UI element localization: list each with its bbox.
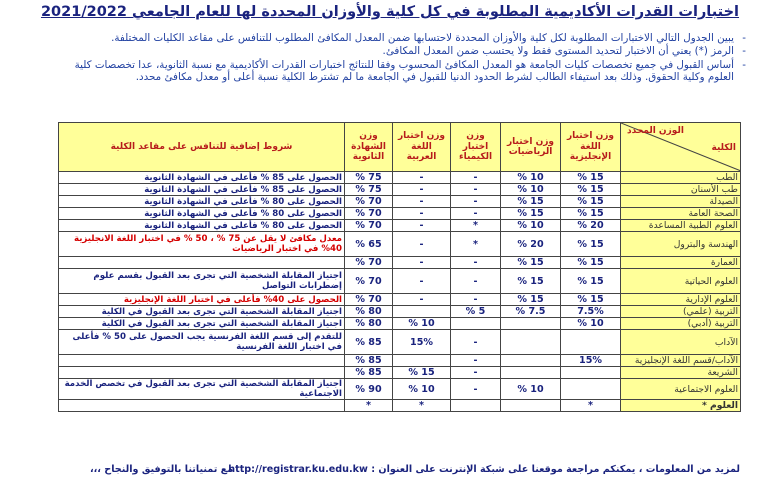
chem-weight: - xyxy=(451,196,501,208)
college-name: العلوم الإدارية xyxy=(621,294,741,306)
highschool-weight: 80 % xyxy=(345,306,393,318)
highschool-weight: 70 % xyxy=(345,220,393,232)
arabic-weight: * xyxy=(393,400,451,412)
table-row xyxy=(59,367,741,379)
note-text: أساس القبول في جميع تخصصات كليات الجامعة هو المعدل المكافئ المحسوب وفقا للنتائج اختبارات القدرات الأكاديمية مع نسبة الثانوية، عدا تخصصات كلية العلوم وكلية الحقوق. وذلك بعد استيفاء الطالب لشرط الحدود الدنيا للقبول في الجامعة ما لم تشترط الكلية نسبة أعلى أو معدل مكافئ محدد. xyxy=(74,58,734,84)
arabic-weight: 10 % xyxy=(393,318,451,330)
table-row xyxy=(59,257,741,269)
math-weight xyxy=(501,400,561,412)
table-row xyxy=(59,306,741,318)
bullet: - xyxy=(742,32,746,44)
math-weight: 10 % xyxy=(501,379,561,400)
english-weight: 15% xyxy=(561,355,621,367)
english-weight: 15 % xyxy=(561,184,621,196)
math-weight xyxy=(501,318,561,330)
college-name: الصحة العامة xyxy=(621,208,741,220)
college-name: الآداب/قسم اللغة الإنجليزية xyxy=(621,355,741,367)
conditions-text: الحصول على 80 % فأعلى في الشهادة الثانوية xyxy=(59,220,345,232)
highschool-weight: 70 % xyxy=(345,208,393,220)
math-weight: 15 % xyxy=(501,196,561,208)
highschool-weight: 90 % xyxy=(345,379,393,400)
english-weight: 15 % xyxy=(561,232,621,257)
math-weight: 15 % xyxy=(501,269,561,294)
conditions-text: اجتياز المقابلة الشخصية التي تجرى بعد القبول في تخصص الخدمة الاجتماعية xyxy=(59,379,345,400)
table-row xyxy=(59,330,741,355)
english-weight xyxy=(561,367,621,379)
header-conditions: شروط إضافية للتنافس على مقاعد الكلية xyxy=(59,123,345,172)
arabic-weight: - xyxy=(393,257,451,269)
footer-url-link[interactable]: http://registrar.ku.edu.kw xyxy=(228,464,368,475)
arabic-weight: 15% xyxy=(393,330,451,355)
chem-weight: - xyxy=(451,367,501,379)
conditions-text xyxy=(59,355,345,367)
highschool-weight: 80 % xyxy=(345,318,393,330)
college-name: الشريعة xyxy=(621,367,741,379)
math-weight: 10 % xyxy=(501,220,561,232)
arabic-weight: 15 % xyxy=(393,367,451,379)
header-math: وزن اختبار الرياضيات xyxy=(501,123,561,172)
college-name: العلوم الطبية المساعدة xyxy=(621,220,741,232)
chem-weight: - xyxy=(451,184,501,196)
highschool-weight: 75 % xyxy=(345,184,393,196)
header-college-label: الكلية xyxy=(711,142,736,153)
highschool-weight: 85 % xyxy=(345,330,393,355)
college-name: العلوم الحياتية xyxy=(621,269,741,294)
conditions-text: الحصول على 85 % فأعلى في الشهادة الثانوية xyxy=(59,172,345,184)
math-weight: 15 % xyxy=(501,294,561,306)
conditions-text: للتقدم إلى قسم اللغة الفرنسية يجب الحصول على 50 % فأعلى في اختبار اللغة الفرنسية xyxy=(59,330,345,355)
english-weight xyxy=(561,379,621,400)
footer-wish: مع تمنياتنا بالتوفيق والنجاح ،،، xyxy=(90,464,234,475)
table-row xyxy=(59,355,741,367)
arabic-weight: - xyxy=(393,184,451,196)
arabic-weight: - xyxy=(393,208,451,220)
bullet: - xyxy=(742,58,746,71)
chem-weight: 5 % xyxy=(451,306,501,318)
college-name: الطب xyxy=(621,172,741,184)
math-weight: 10 % xyxy=(501,172,561,184)
table-row xyxy=(59,220,741,232)
math-weight: 10 % xyxy=(501,184,561,196)
college-name: التربية (علمي) xyxy=(621,306,741,318)
english-weight: 15 % xyxy=(561,269,621,294)
conditions-text: معدل مكافئ لا يقل عن 75 % ، 50 % في اختبار اللغة الانجليزية 40% في اختبار الرياضيات xyxy=(59,232,345,257)
highschool-weight: 70 % xyxy=(345,196,393,208)
table-row xyxy=(59,172,741,184)
chem-weight: - xyxy=(451,269,501,294)
english-weight: 10 % xyxy=(561,318,621,330)
table-row xyxy=(59,196,741,208)
chem-weight: - xyxy=(451,379,501,400)
conditions-text: اجتياز المقابلة الشخصية التي تجرى بعد القبول في الكلية xyxy=(59,318,345,330)
highschool-weight: 75 % xyxy=(345,172,393,184)
chem-weight: - xyxy=(451,355,501,367)
arabic-weight: 10 % xyxy=(393,379,451,400)
english-weight xyxy=(561,330,621,355)
college-name: الآداب xyxy=(621,330,741,355)
table-row xyxy=(59,184,741,196)
highschool-weight: 70 % xyxy=(345,294,393,306)
math-weight: 20 % xyxy=(501,232,561,257)
chem-weight: - xyxy=(451,330,501,355)
table-header-row xyxy=(59,123,741,172)
header-weight-label: الوزن المحدد xyxy=(627,126,684,136)
conditions-text: الحصول على 80 % فأعلى في الشهادة الثانوية xyxy=(59,196,345,208)
arabic-weight: - xyxy=(393,220,451,232)
chem-weight: - xyxy=(451,257,501,269)
english-weight: * xyxy=(561,400,621,412)
notes-list xyxy=(66,32,746,85)
english-weight: 15 % xyxy=(561,196,621,208)
header-arabic: وزن اختبار اللغة العربية xyxy=(393,123,451,172)
table-row xyxy=(59,294,741,306)
footer-more-info xyxy=(228,464,740,475)
highschool-weight: 65 % xyxy=(345,232,393,257)
note-item xyxy=(66,45,746,57)
english-weight: 15 % xyxy=(561,294,621,306)
highschool-weight: 70 % xyxy=(345,269,393,294)
chem-weight: - xyxy=(451,294,501,306)
chem-weight xyxy=(451,400,501,412)
english-weight: 20 % xyxy=(561,220,621,232)
english-weight: 7.5% xyxy=(561,306,621,318)
bullet: - xyxy=(742,45,746,58)
highschool-weight: 70 % xyxy=(345,257,393,269)
table-row xyxy=(59,318,741,330)
header-highschool: وزن الشهادة الثانوية xyxy=(345,123,393,172)
header-corner xyxy=(621,123,741,172)
math-weight xyxy=(501,330,561,355)
page-title: اختبارات القدرات الأكاديمية المطلوبة في كل كلية والأوزان المحددة لها للعام الجامعي 2021/2022 xyxy=(40,4,740,20)
english-weight: 15 % xyxy=(561,208,621,220)
college-name: العلوم الاجتماعية xyxy=(621,379,741,400)
footer-more-text: لمزيد من المعلومات ، يمكنكم مراجعة موقعنا على شبكة الإنترنت على العنوان : xyxy=(371,464,740,475)
table-row xyxy=(59,208,741,220)
math-weight: 15 % xyxy=(501,208,561,220)
highschool-weight: 85 % xyxy=(345,367,393,379)
arabic-weight xyxy=(393,306,451,318)
note-text: يبين الجدول التالي الاختبارات المطلوبة لكل كلية والأوزان المحددة لاحتسابها ضمن المعدل المكافئ المطلوب للتنافس على مقاعد الكليات المختلفة. xyxy=(111,32,734,44)
arabic-weight: - xyxy=(393,232,451,257)
header-chem: وزن اختبار الكيمياء xyxy=(451,123,501,172)
math-weight: 7.5 % xyxy=(501,306,561,318)
conditions-text: اجتياز المقابلة الشخصية التي تجرى بعد القبول بقسم علوم إضطرابات التواصل xyxy=(59,269,345,294)
highschool-weight: * xyxy=(345,400,393,412)
table-row xyxy=(59,379,741,400)
conditions-text xyxy=(59,367,345,379)
conditions-text: الحصول على 85 % فأعلى في الشهادة الثانوية xyxy=(59,184,345,196)
college-name: الصيدلة xyxy=(621,196,741,208)
conditions-text: الحصول على 80 % فأعلى في الشهادة الثانوية xyxy=(59,208,345,220)
college-name: العلوم * xyxy=(621,400,741,412)
english-weight: 15 % xyxy=(561,257,621,269)
weights-table xyxy=(58,122,741,412)
math-weight: 15 % xyxy=(501,257,561,269)
highschool-weight: 85 % xyxy=(345,355,393,367)
conditions-text xyxy=(59,400,345,412)
chem-weight: - xyxy=(451,172,501,184)
arabic-weight: - xyxy=(393,196,451,208)
conditions-text: الحصول على 40% فأعلى في اختبار اللغة الإنجليزية xyxy=(59,294,345,306)
arabic-weight: - xyxy=(393,294,451,306)
arabic-weight xyxy=(393,355,451,367)
note-item xyxy=(66,59,746,84)
math-weight xyxy=(501,367,561,379)
conditions-text xyxy=(59,257,345,269)
note-text: الرمز (*) يعني أن الاختبار لتحديد المستوى فقط ولا يحتسب ضمن المعدل المكافئ. xyxy=(382,45,734,58)
chem-weight: - xyxy=(451,208,501,220)
arabic-weight: - xyxy=(393,269,451,294)
table-row xyxy=(59,400,741,412)
chem-weight xyxy=(451,318,501,330)
note-item xyxy=(66,32,746,44)
college-name: الهندسة والبترول xyxy=(621,232,741,257)
arabic-weight: - xyxy=(393,172,451,184)
conditions-text: اجتياز المقابلة الشخصية التي تجرى بعد القبول في الكلية xyxy=(59,306,345,318)
college-name: العمارة xyxy=(621,257,741,269)
english-weight: 15 % xyxy=(561,172,621,184)
chem-weight: * xyxy=(451,220,501,232)
header-english: وزن اختبار اللغة الإنجليزية xyxy=(561,123,621,172)
college-name: التربية (أدبي) xyxy=(621,318,741,330)
chem-weight: * xyxy=(451,232,501,257)
table-row xyxy=(59,232,741,257)
college-name: طب الأسنان xyxy=(621,184,741,196)
table-row xyxy=(59,269,741,294)
math-weight xyxy=(501,355,561,367)
